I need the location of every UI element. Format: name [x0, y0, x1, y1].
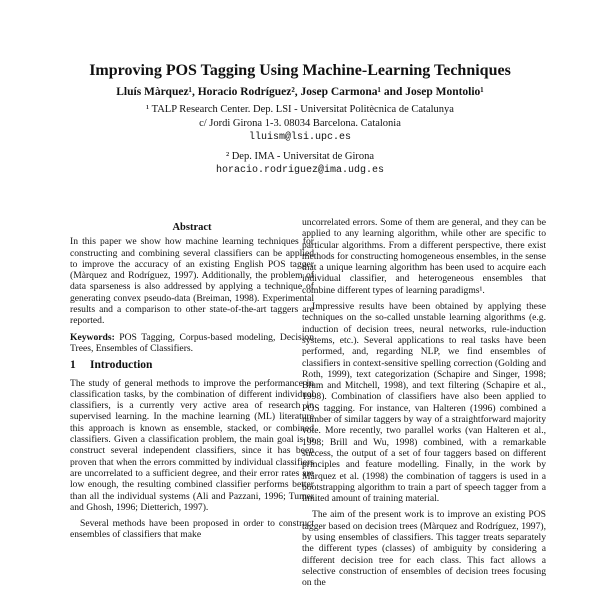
right-paragraph-0: uncorrelated errors. Some of them are general, and they can be applied to any learning algorithm, while other are specific to particular algorithms. From a different perspective, there exist methods for constructing homogeneous ensembles, in the sense that a unique learning algorithm has been used to acquire each individual classifier, and heterogeneous ensembles that combine different types of learning paradigms¹. [302, 217, 546, 296]
keywords-text: POS Tagging, Corpus-based modeling, Decision Trees, Ensembles of Classifiers. [70, 331, 315, 354]
abstract-text: In this paper we show how machine learning techniques for constructing and combining several classifiers can be applied to improve the accuracy of an existing English POS tagger (Màrquez and Rodríguez, 1997). Additionally, the problem of data sparseness is also addressed by applying a technique of generating convex pseudo-data (Breiman, 1998). Experimental results and a comparison to other state-of-the-art taggers are reported. [70, 236, 314, 327]
affiliation-1-email: lluism@lsi.upc.es [248, 132, 352, 143]
intro-paragraph-1: The study of general methods to improve the performance in classification tasks, by the combination of different individual classifiers, is a currently very active area of research in supervised learning. In the machine learning (ML) literature this approach is known as ensemble, stacked, or combined classifiers. Given a classification problem, the main goal is to construct several independent classifiers, since it has been proven that when the errors committed by individual classifiers are uncorrelated to a sufficient degree, and their error rates are low enough, the resulting combined classifier performs better than all the individual systems (Ali and Pazzani, 1996; Tumer and Ghosh, 1996; Dietterich, 1997). [70, 377, 314, 513]
keywords-label: Keywords: [70, 331, 115, 343]
section-number: 1 [70, 359, 76, 372]
affiliation-2-email: horacio.rodriguez@ima.udg.es [215, 165, 385, 176]
affiliation-2-line-1: ² Dep. IMA - Universitat de Girona [225, 151, 375, 162]
section-heading-introduction [70, 360, 314, 371]
abstract-heading: Abstract [172, 222, 212, 233]
keywords [70, 332, 314, 355]
right-column [302, 217, 546, 594]
right-paragraph-1: Impressive results have been obtained by applying these techniques on the so-called unstable learning algorithms (e.g. induction of decision trees, neural networks, rule-induction systems, etc.). Several applications to real tasks have been performed, and, regarding NLP, we find ensembles of classifiers in context-sensitive spelling correction (Golding and Roth, 1999), text categorization (Schapire and Singer, 1998; Blum and Mitchell, 1998), and text filtering (Schapire et al., 1998). Combination of classifiers have also been applied to POS tagging. For instance, van Halteren (1996) combined a number of similar taggers by way of a straightforward majority vote. More recently, two parallel works (van Halteren et al., 1998; Brill and Wu, 1998) combined, with a remarkable success, the output of a set of four taggers based on different principles and feature modelling. Finally, in the work by Màrquez et al. (1998) the combination of taggers is used in a bootstrapping algorithm to train a part of speech tagger from a limited amount of training material. [302, 301, 546, 505]
intro-paragraph-2: Several methods have been proposed in order to construct ensembles of classifiers that make [70, 518, 314, 541]
left-column [70, 222, 314, 546]
section-title: Introduction [90, 359, 153, 372]
affiliation-1-line-2: c/ Jordi Girona 1-3. 08034 Barcelona. Catalonia [199, 118, 401, 129]
author-list: Lluís Màrquez¹, Horacio Rodríguez², Josep Carmona¹ and Josep Montolio¹ [116, 86, 484, 98]
paper-title: Improving POS Tagging Using Machine-Learning Techniques [89, 62, 511, 79]
right-paragraph-2: The aim of the present work is to improve an existing POS tagger based on decision trees (Màrquez and Rodríguez, 1997), by using ensembles of classifiers. This tagger treats separately the different types (classes) of ambiguity by considering a different decision tree for each class. This fact allows a selective construction of ensembles of decision trees focusing on the [302, 509, 546, 589]
affiliation-1-line-1: ¹ TALP Research Center. Dep. LSI - Universitat Politècnica de Catalunya [146, 104, 454, 115]
